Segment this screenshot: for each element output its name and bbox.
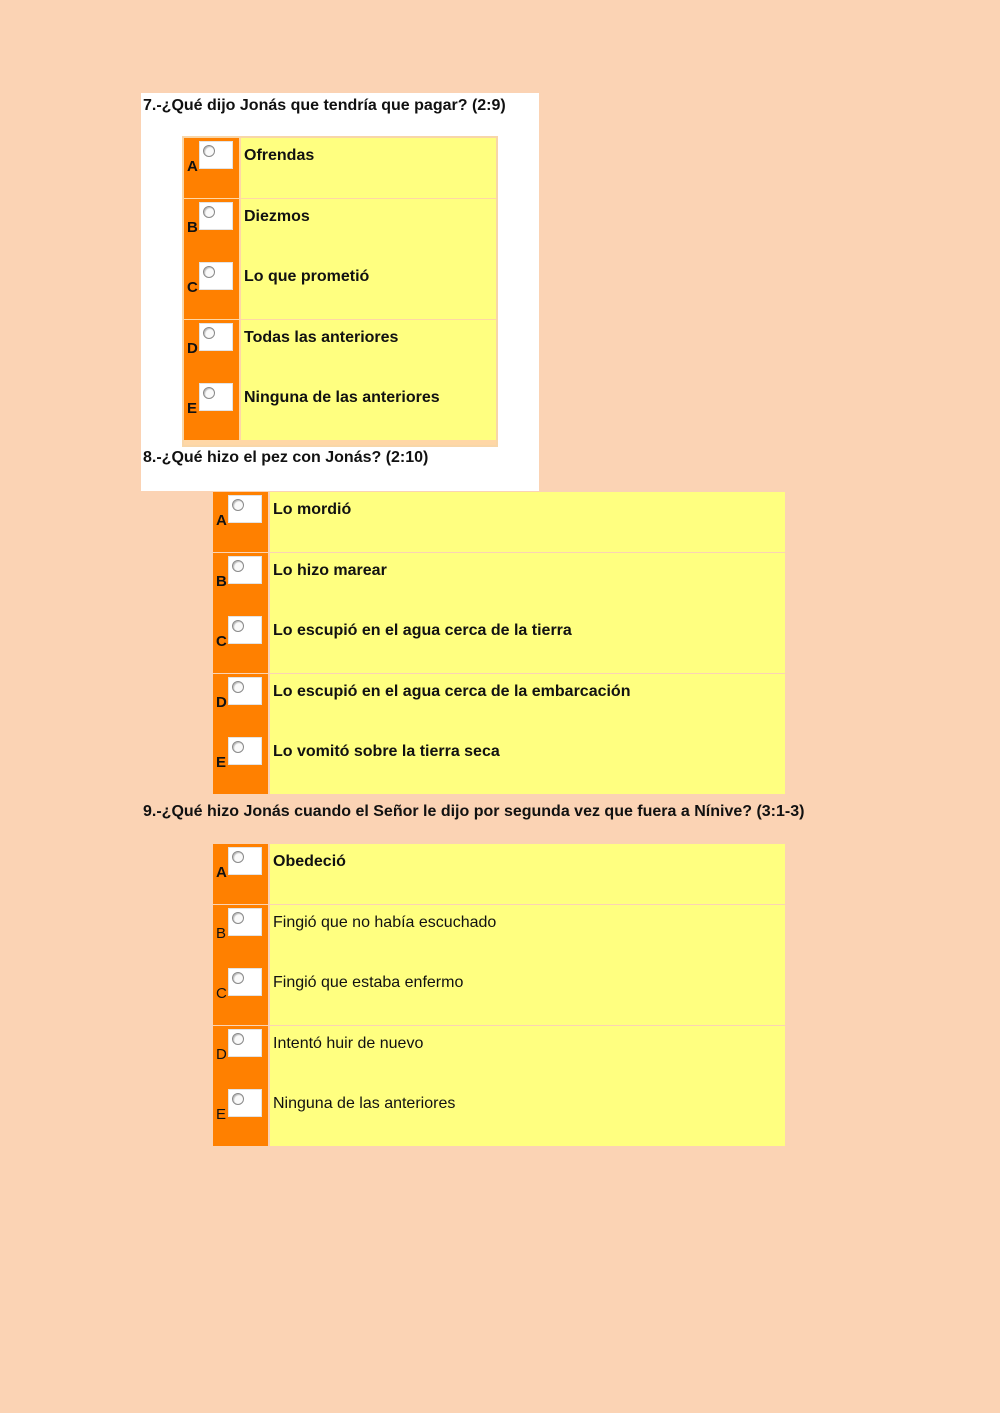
option-letter: A	[187, 158, 198, 175]
option-letter: C	[216, 985, 227, 1003]
option-text: Todas las anteriores	[244, 328, 399, 346]
radio-button[interactable]	[232, 1093, 244, 1105]
question-9-title: 9.-¿Qué hizo Jonás cuando el Señor le dijo por segunda vez que fuera a Nínive? (3:1-3)	[143, 803, 805, 820]
radio-box[interactable]	[228, 556, 262, 584]
option-text-cell	[270, 492, 785, 552]
option-9d[interactable]	[213, 1026, 785, 1086]
option-text: Ninguna de las anteriores	[273, 1095, 456, 1113]
option-letter-cell	[213, 613, 268, 673]
option-letter-cell	[213, 965, 268, 1025]
radio-button[interactable]	[232, 741, 244, 753]
option-7e[interactable]	[184, 380, 496, 440]
option-text-cell	[241, 259, 496, 319]
option-letter-cell	[213, 674, 268, 734]
option-letter: B	[216, 924, 227, 942]
option-text: Lo escupió en el agua cerca de la tierra	[273, 622, 572, 640]
option-text-cell	[241, 320, 496, 380]
radio-button[interactable]	[232, 560, 244, 572]
option-text: Lo vomitó sobre la tierra seca	[273, 743, 500, 761]
option-9c[interactable]	[213, 965, 785, 1025]
radio-box[interactable]	[199, 202, 233, 230]
radio-box[interactable]	[228, 847, 262, 875]
option-letter: E	[187, 400, 198, 418]
option-text: Obedeció	[273, 853, 346, 870]
option-8d[interactable]	[213, 674, 785, 734]
radio-button[interactable]	[203, 387, 215, 399]
radio-box[interactable]	[228, 968, 262, 996]
option-text: Fingió que no había escuchado	[273, 913, 497, 931]
option-letter: D	[187, 339, 198, 357]
option-letter: E	[216, 754, 227, 772]
option-letter-cell	[184, 199, 239, 259]
option-text: Lo escupió en el agua cerca de la embarcación	[273, 682, 631, 700]
option-9b[interactable]	[213, 905, 785, 965]
option-letter: D	[216, 1045, 227, 1063]
option-letter: D	[216, 693, 227, 711]
radio-button[interactable]	[203, 266, 215, 278]
option-text-cell	[270, 1086, 785, 1146]
option-text: Ofrendas	[244, 147, 315, 164]
option-text: Lo hizo marear	[273, 561, 387, 579]
option-text-cell	[270, 734, 785, 794]
option-text: Intentó huir de nuevo	[273, 1034, 424, 1052]
option-7d[interactable]	[184, 320, 496, 380]
option-letter-cell	[184, 138, 239, 198]
option-text-cell	[241, 138, 496, 198]
radio-button[interactable]	[232, 851, 244, 863]
radio-box[interactable]	[199, 383, 233, 411]
option-text: Fingió que estaba enfermo	[273, 974, 464, 992]
radio-button[interactable]	[232, 499, 244, 511]
radio-box[interactable]	[228, 616, 262, 644]
option-letter: B	[187, 218, 198, 236]
option-8e[interactable]	[213, 734, 785, 794]
radio-box[interactable]	[228, 1029, 262, 1057]
option-text-cell	[241, 380, 496, 440]
option-7c[interactable]	[184, 259, 496, 319]
option-text: Ninguna de las anteriores	[244, 389, 440, 407]
option-letter: B	[216, 572, 227, 590]
radio-box[interactable]	[228, 1089, 262, 1117]
radio-box[interactable]	[228, 908, 262, 936]
option-letter-cell	[213, 905, 268, 965]
option-text-cell	[270, 905, 785, 965]
radio-button[interactable]	[232, 912, 244, 924]
option-letter: C	[187, 279, 198, 297]
option-letter-cell	[213, 553, 268, 613]
option-text: Lo que prometió	[244, 268, 370, 286]
radio-box[interactable]	[199, 141, 233, 169]
option-text-cell	[270, 553, 785, 613]
radio-box[interactable]	[228, 677, 262, 705]
radio-button[interactable]	[203, 327, 215, 339]
radio-button[interactable]	[203, 206, 215, 218]
question-8-title: 8.-¿Qué hizo el pez con Jonás? (2:10)	[143, 449, 429, 466]
option-text-cell	[270, 613, 785, 673]
radio-button[interactable]	[232, 620, 244, 632]
radio-box[interactable]	[199, 323, 233, 351]
option-letter: A	[216, 512, 227, 529]
option-9a[interactable]	[213, 844, 785, 904]
option-8c[interactable]	[213, 613, 785, 673]
option-letter-cell	[213, 1026, 268, 1086]
option-letter-cell	[213, 1086, 268, 1146]
option-8a[interactable]	[213, 492, 785, 552]
option-letter-cell	[213, 492, 268, 552]
option-text: Lo mordió	[273, 501, 352, 518]
radio-button[interactable]	[203, 145, 215, 157]
radio-button[interactable]	[232, 972, 244, 984]
radio-box[interactable]	[228, 495, 262, 523]
option-text-cell	[270, 1026, 785, 1086]
radio-box[interactable]	[199, 262, 233, 290]
option-text: Diezmos	[244, 207, 310, 225]
question-7-options	[184, 138, 496, 441]
question-7-title: 7.-¿Qué dijo Jonás que tendría que pagar? (2:9)	[143, 97, 506, 114]
option-letter-cell	[184, 259, 239, 319]
option-text-cell	[270, 674, 785, 734]
option-text-cell	[270, 965, 785, 1025]
option-letter-cell	[184, 320, 239, 380]
radio-box[interactable]	[228, 737, 262, 765]
option-text-cell	[270, 844, 785, 904]
radio-button[interactable]	[232, 681, 244, 693]
question-9-options	[213, 844, 785, 1147]
option-text-cell	[241, 199, 496, 259]
option-letter: A	[216, 864, 227, 881]
option-8b[interactable]	[213, 553, 785, 613]
option-letter-cell	[213, 844, 268, 904]
option-letter: C	[216, 633, 227, 651]
radio-button[interactable]	[232, 1033, 244, 1045]
option-letter-cell	[184, 380, 239, 440]
option-letter-cell	[213, 734, 268, 794]
option-letter: E	[216, 1106, 227, 1124]
option-9e[interactable]	[213, 1086, 785, 1146]
option-7b[interactable]	[184, 199, 496, 259]
question-8-options	[213, 492, 785, 795]
option-7a[interactable]	[184, 138, 496, 198]
